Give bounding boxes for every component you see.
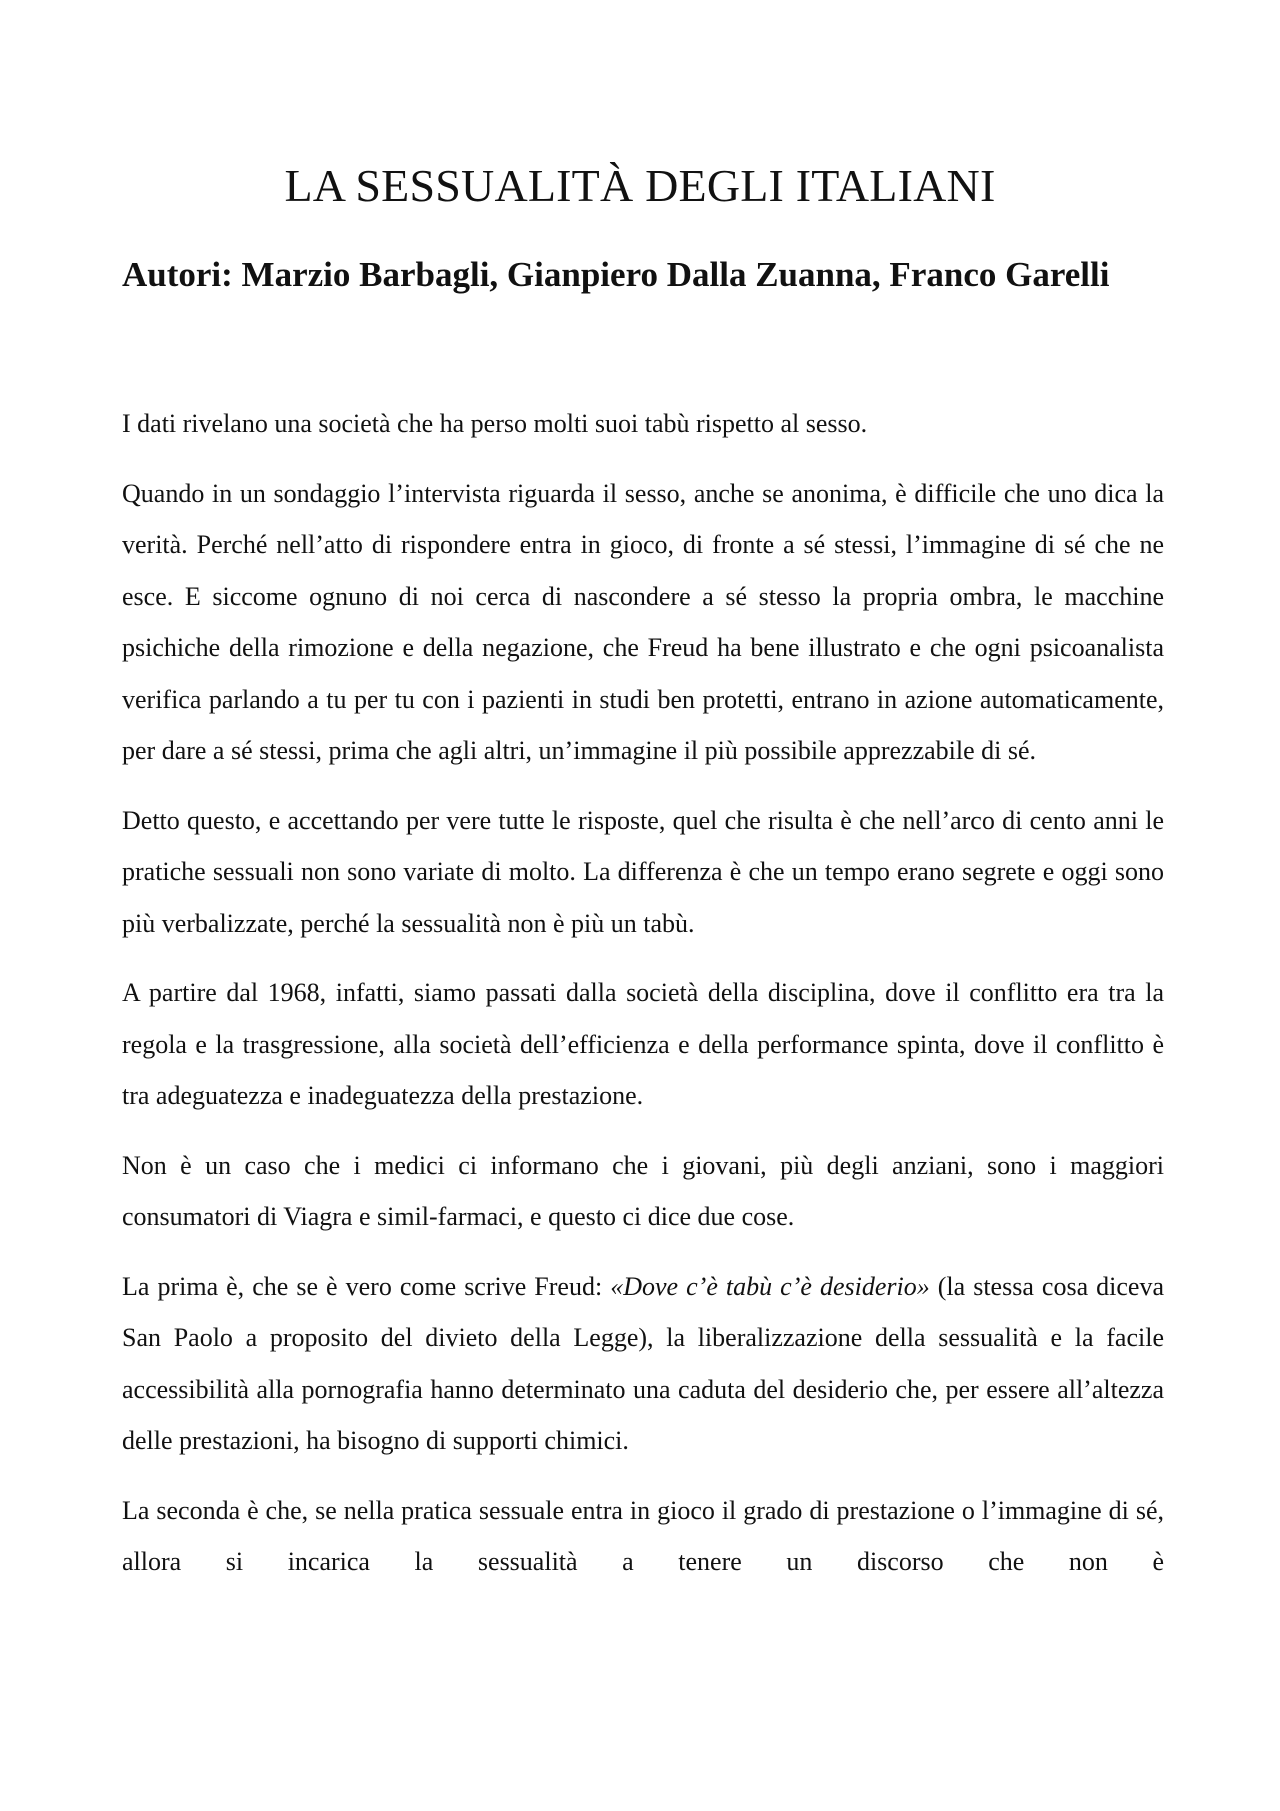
document-authors: Autori: Marzio Barbagli, Gianpiero Dalla Zuanna, Franco Garelli: [122, 255, 1110, 294]
paragraph-practices: Detto questo, e accettando per vere tutte le risposte, quel che risulta è che nell’arco di cento anni le pratiche sessuali non sono variate di molto. La differenza è che un tempo erano segrete e oggi sono più verbalizzate, perché la sessualità non è più un tabù.: [122, 805, 1164, 938]
paragraph-intro: I dati rivelano una società che ha perso molti suoi tabù rispetto al sesso.: [122, 409, 868, 438]
paragraph-second: La seconda è che, se nella pratica sessuale entra in gioco il grado di prestazione o l’immagine di sé, allora si incarica la sessualità a tenere un discorso che non è: [122, 1495, 1164, 1576]
paragraph-1968: A partire dal 1968, infatti, siamo passati dalla società della disciplina, dove il conflitto era tra la regola e la trasgressione, alla società dell’efficienza e della performance spinta, dove il conflitto è tra adeguatezza e inadeguatezza della prestazione.: [122, 978, 1164, 1110]
paragraph-viagra: Non è un caso che i medici ci informano che i giovani, più degli anziani, sono i maggiori consumatori di Viagra e simil-farmaci, e questo ci dice due cose.: [122, 1150, 1164, 1231]
document-body: [122, 398, 1164, 1606]
paragraph-survey: Quando in un sondaggio l’intervista riguarda il sesso, anche se anonima, è difficile che uno dica la verità. Perché nell’atto di rispondere entra in gioco, di fronte a sé stessi, l’immagine di sé che ne esce. E siccome ognuno di noi cerca di nascondere a sé stesso la propria ombra, le macchine psichiche della rimozione e della negazione, che Freud ha bene illustrato e che ogni psicoanalista verifica parlando a tu per tu con i pazienti in studi ben protetti, entrano in azione automaticamente, per dare a sé stessi, prima che agli altri, un’immagine il più possibile apprezzabile di sé.: [122, 478, 1164, 765]
paragraph-freud: [122, 1261, 1164, 1467]
document-title: LA SESSUALITÀ DEGLI ITALIANI: [284, 160, 996, 211]
freud-quote: «Dove c’è tabù c’è desiderio»: [610, 1271, 930, 1301]
paragraph-freud-after: (la stessa cosa diceva San Paolo a proposito del divieto della Legge), la liberalizzazione della sessualità e la facile accessibilità alla pornografia hanno determinato una caduta del desiderio che, per essere all’altezza delle prestazioni, ha bisogno di supporti chimici.: [122, 1271, 1164, 1455]
paragraph-freud-before: La prima è, che se è vero come scrive Freud:: [122, 1271, 611, 1301]
